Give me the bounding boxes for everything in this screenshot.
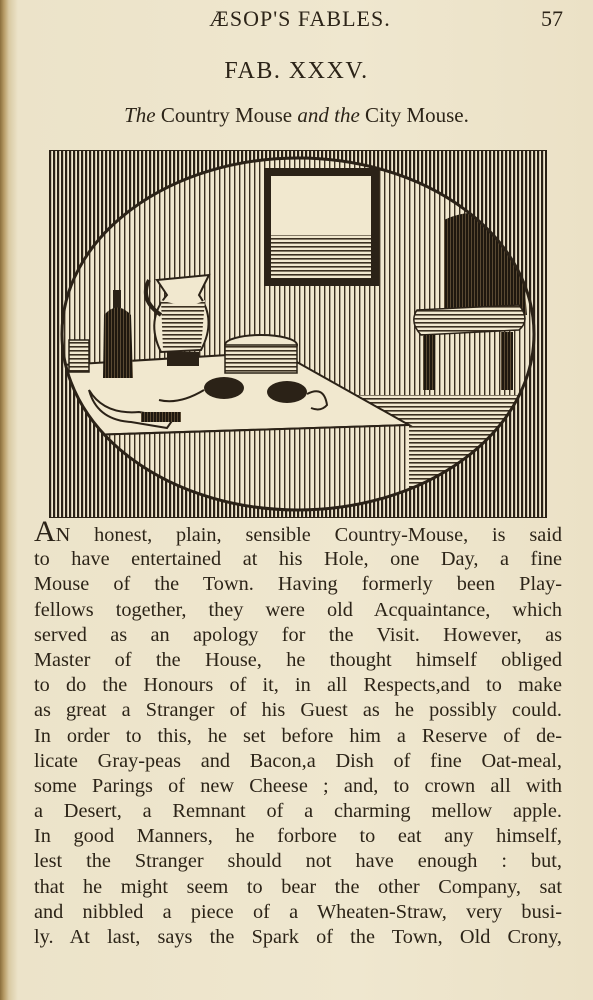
text-line-5: served as an apology for the Visit. However, as (34, 623, 562, 646)
text-line-11: some Parings of new Cheese ; and, to crown all with (34, 774, 562, 797)
title-city-mouse: City Mouse. (365, 103, 469, 127)
glass (69, 340, 89, 372)
title-word-the-2: the (334, 103, 360, 127)
text-line-7: to do the Honours of it, in all Respects,and to make (34, 674, 562, 697)
text-line-12: a Desert, a Remnant of a charming mellow apple. (34, 800, 562, 823)
drop-cap: A (34, 515, 56, 548)
title-word-the: The (124, 103, 156, 127)
text-line-13: In good Manners, he forbore to eat any himself, (34, 825, 562, 848)
text-line-6: Master of the House, he thought himself obliged (34, 648, 562, 671)
fable-number: FAB. XXXV. (224, 58, 369, 84)
text-line-15: that he might seem to bear the other Company, sat (34, 875, 562, 898)
text-line-3: Mouse of the Town. Having formerly been Play- (34, 573, 562, 596)
text-line-2: to have entertained at his Hole, one Day, a fine (34, 548, 562, 571)
title-country-mouse: Country Mouse (160, 103, 293, 127)
text-line-10: licate Gray-peas and Bacon,a Dish of fine Oat-meal, (34, 749, 562, 772)
window-picture (264, 168, 379, 286)
woodcut-illustration (49, 150, 547, 518)
text-line-1: AN honest, plain, sensible Country-Mouse, is said (34, 515, 562, 548)
text-line-14: lest the Stranger should not have enough : but, (34, 850, 562, 873)
text-line-8: as great a Stranger of his Guest as he possibly could. (34, 699, 562, 722)
title-word-and: and (297, 103, 329, 127)
page-number: 57 (541, 6, 563, 31)
fable-text (34, 515, 562, 950)
running-title: ÆSOP'S FABLES. (209, 6, 391, 31)
text-line-16: and nibbled a piece of a Wheaten-Straw, very busi- (34, 900, 562, 923)
stack-of-plates (225, 335, 297, 373)
fable-title (0, 103, 593, 128)
text-line-17: ly. At last, says the Spark of the Town, Old Crony, (34, 926, 562, 948)
text-line-4: fellows together, they were old Acquaintance, which (34, 598, 562, 621)
text-line-9: In order to this, he set before him a Reserve of de- (34, 724, 562, 747)
